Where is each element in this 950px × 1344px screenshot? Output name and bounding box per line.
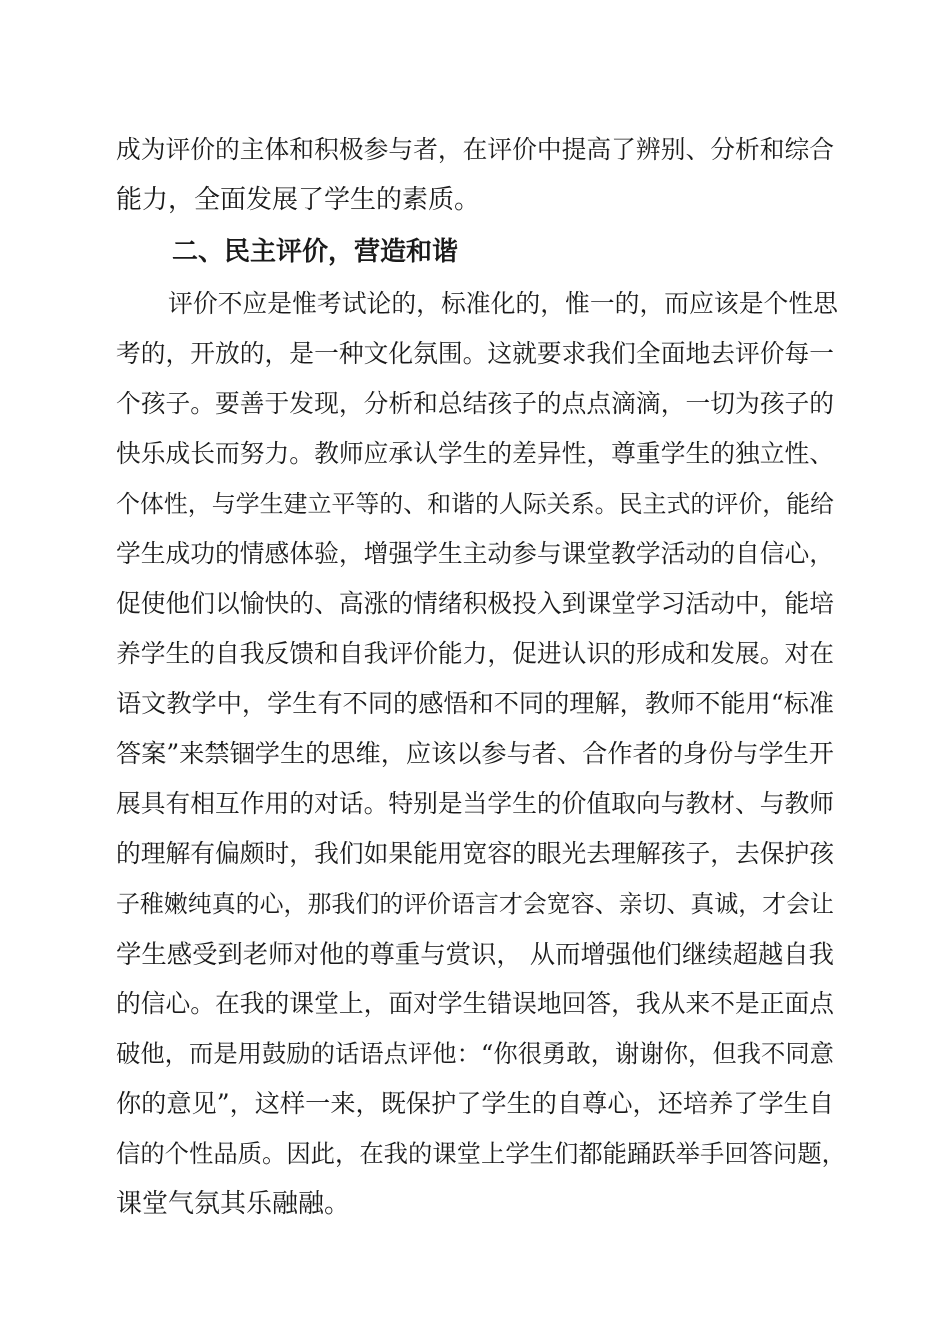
intro-line-1: 成为评价的主体和积极参与者，在评价中提高了辨别、分析和综合 <box>116 135 834 164</box>
body-line-11: 展具有相互作用的对话。特别是当学生的价值取向与教材、与教师 <box>116 789 834 818</box>
body-line-14: 学生感受到老师对他的尊重与赏识， 从而增强他们继续超越自我 <box>116 939 834 969</box>
body-line-5: 个体性，与学生建立平等的、和谐的人际关系。民主式的评价，能给 <box>116 490 834 518</box>
body-line-10: 答案”来禁锢学生的思维，应该以参与者、合作者的身份与学生开 <box>116 739 834 768</box>
body-line-19: 课堂气氛其乐融融。 <box>116 1189 351 1219</box>
section-heading: 二、民主评价，营造和谐 <box>172 237 459 267</box>
body-line-18: 信的个性品质。因此，在我的课堂上学生们都能踊跃举手回答问题， <box>116 1139 846 1168</box>
body-line-8: 养学生的自我反馈和自我评价能力，促进认识的形成和发展。对在 <box>116 639 834 668</box>
body-line-2: 考的，开放的，是一种文化氛围。这就要求我们全面地去评价每一 <box>116 339 834 368</box>
body-line-9: 语文教学中，学生有不同的感悟和不同的理解，教师不能用“标准 <box>116 689 834 718</box>
body-line-17: 你的意见”，这样一来，既保护了学生的自尊心，还培养了学生自 <box>116 1089 834 1118</box>
body-line-4: 快乐成长而努力。教师应承认学生的差异性，尊重学生的独立性、 <box>116 439 834 468</box>
body-line-6: 学生成功的情感体验，增强学生主动参与课堂教学活动的自信心， <box>116 539 834 568</box>
body-line-16: 破他，而是用鼓励的话语点评他：“你很勇敢，谢谢你，但我不同意 <box>116 1039 834 1068</box>
intro-line-2: 能力，全面发展了学生的素质。 <box>116 185 481 215</box>
body-line-3: 个孩子。要善于发现，分析和总结孩子的点点滴滴，一切为孩子的 <box>116 389 834 418</box>
body-line-7: 促使他们以愉快的、高涨的情绪积极投入到课堂学习活动中，能培 <box>116 589 834 618</box>
body-line-13: 子稚嫩纯真的心，那我们的评价语言才会宽容、亲切、真诚，才会让 <box>116 890 834 918</box>
body-line-15: 的信心。在我的课堂上，面对学生错误地回答，我从来不是正面点 <box>116 989 834 1018</box>
body-line-1: 评价不应是惟考试论的，标准化的，惟一的，而应该是个性思 <box>168 289 838 318</box>
body-line-12: 的理解有偏颇时，我们如果能用宽容的眼光去理解孩子，去保护孩 <box>116 839 834 868</box>
